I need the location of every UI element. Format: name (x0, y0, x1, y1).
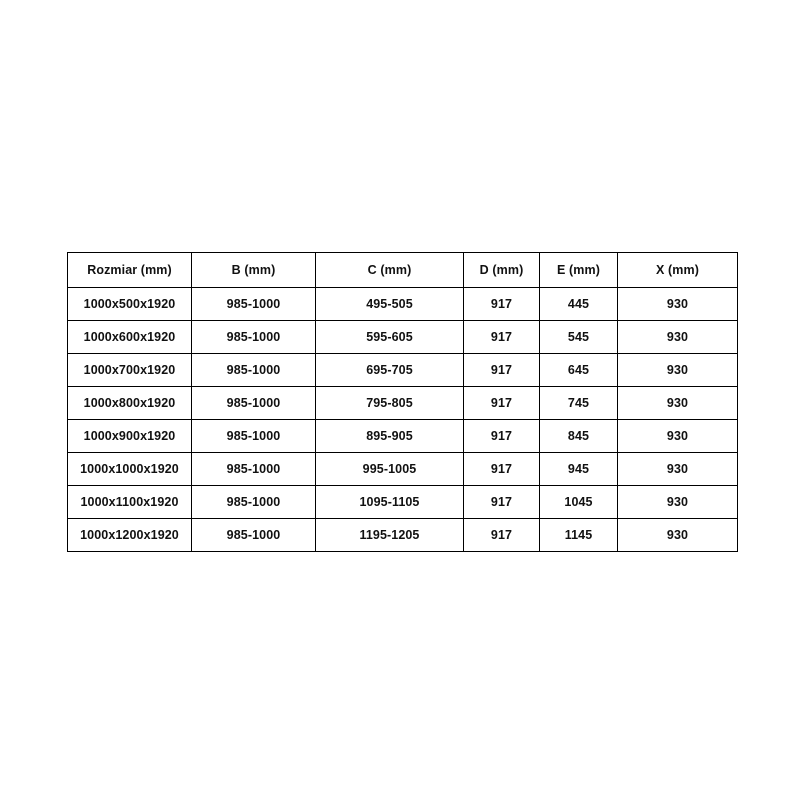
table-row (68, 321, 738, 354)
cell-b: 985-1000 (192, 453, 316, 486)
cell-x: 930 (618, 387, 738, 420)
column-header-b: B (mm) (192, 253, 316, 288)
cell-c: 795-805 (316, 387, 464, 420)
cell-b: 985-1000 (192, 420, 316, 453)
cell-d: 917 (464, 354, 540, 387)
cell-d: 917 (464, 486, 540, 519)
cell-e: 745 (540, 387, 618, 420)
cell-c: 1195-1205 (316, 519, 464, 552)
cell-rozmiar: 1000x1000x1920 (68, 453, 192, 486)
cell-e: 1145 (540, 519, 618, 552)
specification-table (67, 252, 738, 552)
column-header-c: C (mm) (316, 253, 464, 288)
cell-e: 845 (540, 420, 618, 453)
cell-d: 917 (464, 453, 540, 486)
cell-rozmiar: 1000x500x1920 (68, 288, 192, 321)
cell-d: 917 (464, 288, 540, 321)
table-row (68, 354, 738, 387)
cell-x: 930 (618, 321, 738, 354)
table-row (68, 288, 738, 321)
column-header-x: X (mm) (618, 253, 738, 288)
cell-x: 930 (618, 354, 738, 387)
column-header-d: D (mm) (464, 253, 540, 288)
cell-e: 1045 (540, 486, 618, 519)
cell-e: 945 (540, 453, 618, 486)
cell-rozmiar: 1000x1200x1920 (68, 519, 192, 552)
cell-x: 930 (618, 420, 738, 453)
cell-x: 930 (618, 288, 738, 321)
table-row (68, 486, 738, 519)
table-row (68, 420, 738, 453)
cell-rozmiar: 1000x800x1920 (68, 387, 192, 420)
table-header-row (68, 253, 738, 288)
table-row (68, 519, 738, 552)
cell-e: 445 (540, 288, 618, 321)
table-row (68, 387, 738, 420)
cell-c: 595-605 (316, 321, 464, 354)
specification-table-container (67, 252, 737, 552)
cell-rozmiar: 1000x900x1920 (68, 420, 192, 453)
cell-b: 985-1000 (192, 387, 316, 420)
column-header-rozmiar: Rozmiar (mm) (68, 253, 192, 288)
cell-c: 1095-1105 (316, 486, 464, 519)
cell-b: 985-1000 (192, 486, 316, 519)
cell-rozmiar: 1000x1100x1920 (68, 486, 192, 519)
cell-e: 645 (540, 354, 618, 387)
cell-x: 930 (618, 519, 738, 552)
cell-b: 985-1000 (192, 288, 316, 321)
cell-b: 985-1000 (192, 321, 316, 354)
cell-b: 985-1000 (192, 354, 316, 387)
cell-b: 985-1000 (192, 519, 316, 552)
cell-c: 695-705 (316, 354, 464, 387)
cell-c: 495-505 (316, 288, 464, 321)
cell-c: 995-1005 (316, 453, 464, 486)
cell-d: 917 (464, 519, 540, 552)
column-header-e: E (mm) (540, 253, 618, 288)
cell-rozmiar: 1000x700x1920 (68, 354, 192, 387)
table-row (68, 453, 738, 486)
cell-d: 917 (464, 321, 540, 354)
cell-d: 917 (464, 387, 540, 420)
cell-x: 930 (618, 453, 738, 486)
cell-d: 917 (464, 420, 540, 453)
cell-x: 930 (618, 486, 738, 519)
cell-e: 545 (540, 321, 618, 354)
cell-c: 895-905 (316, 420, 464, 453)
cell-rozmiar: 1000x600x1920 (68, 321, 192, 354)
